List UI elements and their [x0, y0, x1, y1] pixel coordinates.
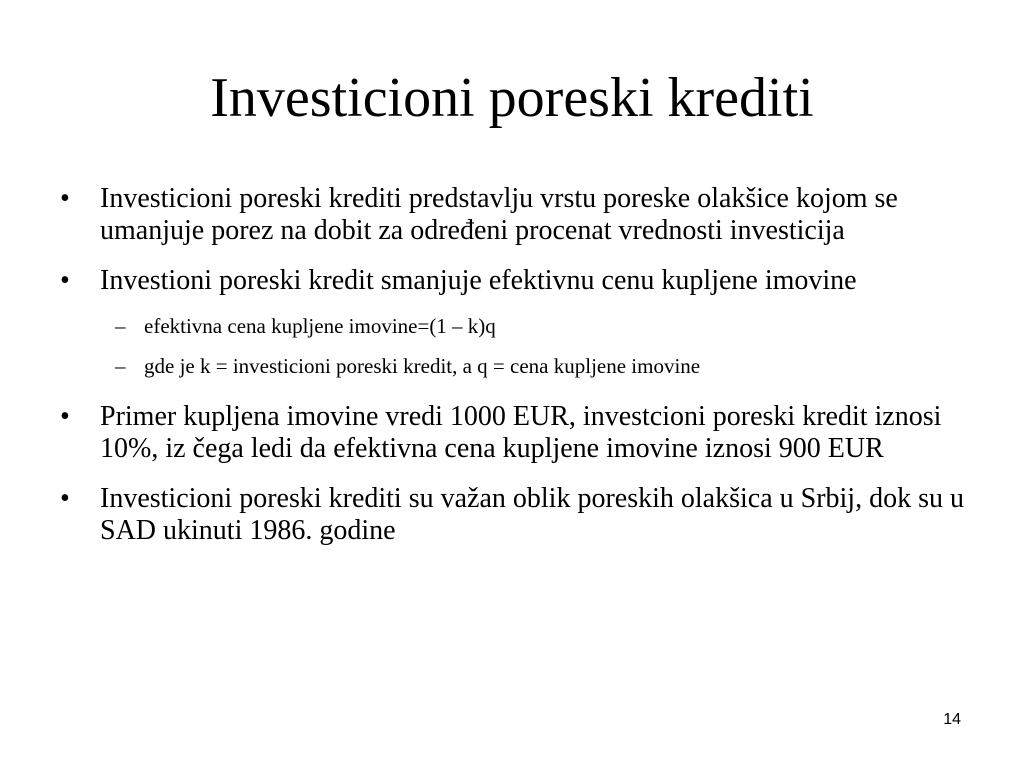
bullet-marker: • — [60, 265, 70, 296]
bullet-text: Investioni poreski kredit smanjuje efektivnu cenu kupljene imovine — [100, 265, 857, 296]
sub-bullet-item-2 — [60, 353, 980, 379]
sub-bullet-marker: – — [115, 354, 126, 378]
bullet-item-1 — [60, 183, 980, 247]
bullet-item-4 — [60, 483, 980, 547]
bullet-text: Primer kupljena imovine vredi 1000 EUR, investcioni poreski kredit iznosi 10%, iz čega ledi da efektivna cena kupljene imovine iznosi 900 EUR — [100, 401, 942, 464]
sub-bullet-text: efektivna cena kupljene imovine=(1 – k)q — [144, 314, 496, 338]
bullet-text: Investicioni poreski krediti predstavlju vrstu poreske olakšice kojom se umanjuje porez na dobit za određeni procenat vrednosti investicija — [100, 183, 898, 246]
bullet-marker: • — [60, 183, 70, 214]
sub-bullet-item-1 — [60, 313, 980, 339]
bullet-item-2 — [60, 265, 980, 297]
bullet-text: Investicioni poreski krediti su važan oblik poreskih olakšica u Srbij, dok su u SAD ukinuti 1986. godine — [100, 483, 964, 546]
page-number: 14 — [943, 711, 961, 728]
bullet-marker: • — [60, 401, 70, 432]
slide-title: Investicioni poreski krediti — [210, 67, 814, 129]
bullet-marker: • — [60, 483, 70, 514]
bullet-list — [60, 183, 980, 565]
bullet-item-3 — [60, 401, 980, 465]
sub-bullet-text: gde je k = investicioni poreski kredit, a q = cena kupljene imovine — [144, 354, 701, 378]
sub-bullet-marker: – — [115, 314, 126, 338]
